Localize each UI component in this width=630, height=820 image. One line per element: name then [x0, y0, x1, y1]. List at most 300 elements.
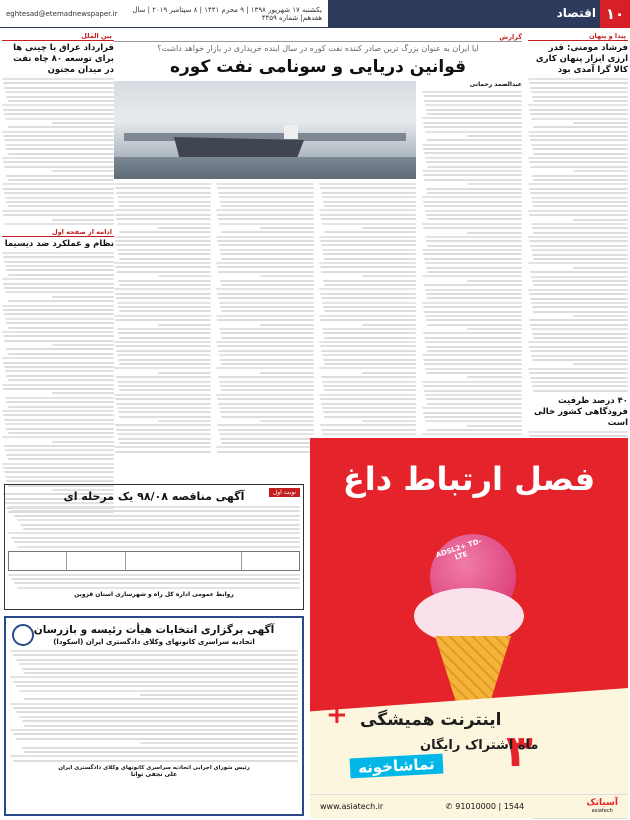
text-line — [467, 232, 522, 234]
tag: گزارش — [499, 32, 522, 41]
text-line — [13, 654, 298, 656]
text-line — [424, 179, 522, 181]
text-line — [218, 192, 313, 194]
text-line — [4, 192, 114, 194]
election-notice — [4, 616, 304, 816]
text-line — [322, 196, 416, 198]
text-line — [2, 463, 114, 465]
text-line — [216, 446, 313, 448]
text-line — [423, 174, 522, 176]
text-line — [8, 327, 114, 329]
text-line — [528, 289, 628, 291]
text-line — [219, 407, 313, 409]
text-line — [362, 420, 416, 422]
dateline: یکشنبه ۱۷ شهریور ۱۳۹۸ | ۹ محرم ۱۴۴۱ | ۸ سپتامبر ۲۰۱۹ | سال هفدهم| شماره ۴۴۵۹ — [132, 5, 322, 22]
text-line — [217, 451, 313, 453]
text-line — [319, 209, 416, 211]
text-line — [217, 345, 313, 347]
text-line — [324, 310, 416, 312]
text-line — [10, 729, 298, 731]
text-line — [426, 214, 522, 216]
text-line — [529, 82, 628, 84]
text-line — [425, 262, 522, 264]
byline: عبدالصمد رحمانی — [469, 81, 522, 88]
text-line — [114, 394, 211, 396]
text-line — [10, 650, 298, 652]
text-line — [422, 196, 522, 198]
headline: قرارداد عراق با چینی ها برای توسعه ۸۰ چاه نفت در میدان مجنون — [13, 43, 114, 75]
text-line — [532, 227, 628, 229]
text-line — [19, 663, 298, 665]
text-line — [4, 445, 114, 447]
text-line — [533, 153, 628, 155]
signature-title: رئیس شورای اجرایی اتحادیه سراسری کانونهای وکلای دادگستری ایران — [58, 764, 250, 771]
text-line — [533, 390, 628, 392]
text-line — [3, 467, 114, 469]
text-line — [158, 324, 212, 326]
text-line — [20, 524, 300, 526]
text-line — [217, 398, 313, 400]
article-column — [422, 81, 522, 455]
text-line — [13, 681, 298, 683]
text-line — [323, 280, 416, 282]
text-line — [530, 271, 628, 273]
text-line — [117, 433, 211, 435]
text-line — [529, 293, 628, 295]
text-line — [529, 240, 628, 242]
text-line — [219, 302, 313, 304]
text-line — [114, 183, 211, 185]
text-line — [320, 345, 416, 347]
text-line — [424, 390, 522, 392]
text-line — [530, 113, 628, 115]
text-line — [52, 392, 114, 394]
text-line — [423, 306, 522, 308]
text-line — [320, 214, 416, 216]
text-line — [424, 416, 522, 418]
text-line — [2, 410, 114, 412]
text-line — [3, 214, 114, 216]
text-line — [425, 104, 522, 106]
text-line — [422, 223, 522, 225]
text-line — [218, 297, 313, 299]
text-line — [528, 78, 628, 80]
page-number: ۱۰ — [600, 0, 630, 28]
text-line — [5, 223, 114, 225]
text-line — [220, 359, 313, 361]
tanker-ship-icon — [174, 137, 304, 157]
text-line — [529, 188, 628, 190]
text-line — [216, 315, 313, 317]
text-line — [529, 319, 628, 321]
text-line — [323, 385, 416, 387]
notice-footer: روابط عمومی اداره کل راه و شهرسازی استان قزوین — [74, 591, 234, 599]
text-line — [467, 280, 522, 282]
text-line — [119, 363, 211, 365]
text-line — [531, 144, 628, 146]
text-line — [4, 419, 114, 421]
text-line — [10, 755, 298, 757]
text-line — [3, 362, 114, 364]
text-line — [528, 183, 628, 185]
text-line — [3, 82, 114, 84]
text-line — [362, 227, 416, 229]
text-line — [467, 183, 522, 185]
main-article — [114, 32, 522, 432]
text-line — [218, 376, 313, 378]
text-line — [13, 760, 298, 762]
text-line — [320, 266, 416, 268]
text-line — [425, 341, 522, 343]
text-line — [533, 311, 628, 313]
text-line — [362, 275, 416, 277]
text-line — [319, 262, 416, 264]
text-line — [221, 363, 313, 365]
text-line — [219, 381, 313, 383]
text-line — [11, 537, 300, 539]
text-line — [532, 333, 628, 335]
table-cell — [66, 552, 124, 570]
text-line — [319, 341, 416, 343]
text-line — [528, 131, 628, 133]
text-line — [530, 298, 628, 300]
text-line — [117, 302, 211, 304]
text-line — [324, 231, 416, 233]
text-line — [422, 302, 522, 304]
text-line — [52, 344, 114, 346]
text-line — [322, 381, 416, 383]
text-line — [5, 197, 114, 199]
text-line — [531, 328, 628, 330]
text-line — [532, 96, 628, 98]
text-line — [423, 412, 522, 414]
text-line — [220, 438, 313, 440]
text-line — [532, 201, 628, 203]
text-line — [2, 183, 114, 185]
text-line — [114, 288, 211, 290]
text-line — [322, 223, 416, 225]
text-line — [118, 438, 211, 440]
text-line — [119, 258, 211, 260]
text-line — [2, 278, 114, 280]
text-line — [216, 394, 313, 396]
text-line — [5, 318, 114, 320]
text-line — [119, 416, 211, 418]
text-line — [427, 350, 522, 352]
text-line — [324, 363, 416, 365]
text-line — [119, 284, 211, 286]
text-line — [117, 407, 211, 409]
text-line — [8, 179, 114, 181]
text-line — [319, 315, 416, 317]
text-line — [427, 403, 522, 405]
text-line — [533, 284, 628, 286]
text-line — [3, 161, 114, 163]
text-line — [4, 471, 114, 473]
text-line — [52, 296, 114, 298]
text-line — [221, 284, 313, 286]
text-line — [467, 425, 522, 427]
text-line — [531, 381, 628, 383]
email[interactable]: eghtesad@etemadnewspaper.ir — [6, 9, 118, 18]
headline: فرشاد مومنی: قدر ارزی ابزار پنهان کاری کالا گرا آمدی بود — [535, 43, 628, 75]
text-line — [531, 355, 628, 357]
text-line — [220, 332, 313, 334]
text-line — [320, 319, 416, 321]
text-line — [533, 337, 628, 339]
text-line — [116, 271, 211, 273]
section-bar: بین الملل — [2, 32, 114, 41]
text-line — [220, 253, 313, 255]
text-line — [319, 394, 416, 396]
website[interactable]: www.asiatech.ir — [320, 802, 384, 811]
text-line — [529, 214, 628, 216]
text-line — [52, 219, 114, 221]
text-line — [323, 253, 416, 255]
text-line — [118, 253, 211, 255]
text-line — [423, 359, 522, 361]
text-line — [118, 306, 211, 308]
text-line — [8, 126, 114, 128]
text-line — [422, 144, 522, 146]
text-line — [423, 253, 522, 255]
text-line — [528, 157, 628, 159]
text-line — [320, 187, 416, 189]
text-line — [533, 179, 628, 181]
text-line — [3, 335, 114, 337]
text-line — [11, 578, 300, 580]
text-line — [3, 414, 114, 416]
text-line — [426, 267, 522, 269]
text-line — [425, 289, 522, 291]
text-line — [423, 227, 522, 229]
text-line — [216, 262, 313, 264]
text-line — [217, 240, 313, 242]
text-line — [22, 720, 298, 722]
text-line — [573, 170, 628, 172]
text-line — [423, 122, 522, 124]
text-line — [260, 420, 314, 422]
text-line — [118, 411, 211, 413]
text-line — [2, 436, 114, 438]
brand-en: asiatech — [591, 807, 613, 814]
text-line — [216, 367, 313, 369]
text-line — [425, 420, 522, 422]
text-line — [221, 442, 313, 444]
section-bar: پیدا و پنهان — [528, 32, 628, 41]
text-line — [8, 153, 114, 155]
text-line — [533, 205, 628, 207]
text-line — [14, 582, 300, 584]
headline: نظام و عملکرد ضد دیسیما — [4, 238, 114, 249]
text-line — [16, 685, 298, 687]
text-line — [6, 269, 114, 271]
text-line — [11, 510, 300, 512]
text-line — [22, 668, 298, 670]
text-line — [322, 302, 416, 304]
text-line — [5, 144, 114, 146]
text-line — [115, 319, 211, 321]
text-line — [532, 280, 628, 282]
text-line — [5, 118, 114, 120]
text-line — [426, 372, 522, 374]
text-line — [260, 227, 314, 229]
text-line — [321, 192, 416, 194]
text-line — [115, 424, 211, 426]
text-line — [5, 476, 114, 478]
text-line — [321, 271, 416, 273]
text-line — [529, 346, 628, 348]
text-line — [321, 376, 416, 378]
text-line — [324, 284, 416, 286]
text-line — [324, 337, 416, 339]
text-line — [4, 166, 114, 168]
text-line — [533, 232, 628, 234]
text-line — [119, 337, 211, 339]
text-line — [529, 109, 628, 111]
text-line — [260, 372, 314, 374]
text-line — [532, 175, 628, 177]
text-line — [115, 266, 211, 268]
text-line — [114, 446, 211, 448]
text-line — [216, 236, 313, 238]
text-line — [320, 424, 416, 426]
text-line — [220, 306, 313, 308]
text-line — [19, 716, 298, 718]
text-line — [422, 117, 522, 119]
text-line — [116, 403, 211, 405]
text-line — [533, 100, 628, 102]
text-line — [217, 214, 313, 216]
text-line — [528, 262, 628, 264]
notice-subtitle: اتحادیه سراسری کانونهای وکلای دادگستری ایران (اسکودا) — [53, 638, 255, 646]
text-line — [6, 175, 114, 177]
text-line — [531, 223, 628, 225]
notice-table — [8, 551, 300, 571]
text-line — [467, 376, 522, 378]
text-line — [118, 359, 211, 361]
text-line — [532, 306, 628, 308]
text-line — [116, 350, 211, 352]
asiatech-ad[interactable] — [310, 438, 628, 818]
page-header — [0, 0, 630, 28]
text-line — [117, 196, 211, 198]
text-line — [220, 411, 313, 413]
emblem-icon — [12, 624, 34, 646]
text-line — [427, 192, 522, 194]
text-line — [324, 389, 416, 391]
text-line — [4, 366, 114, 368]
text-line — [219, 328, 313, 330]
text-line — [13, 733, 298, 735]
text-line — [118, 385, 211, 387]
text-line — [424, 363, 522, 365]
text-line — [323, 201, 416, 203]
text-line — [5, 397, 114, 399]
text-line — [362, 372, 416, 374]
text-line — [17, 587, 300, 589]
section-bar: ادامه از صفحه اول — [2, 228, 114, 237]
text-line — [320, 398, 416, 400]
text-line — [2, 78, 114, 80]
text-line — [6, 96, 114, 98]
text-line — [221, 337, 313, 339]
text-line — [322, 354, 416, 356]
article-body — [528, 78, 628, 392]
text-line — [216, 288, 313, 290]
text-line — [323, 332, 416, 334]
text-line — [4, 139, 114, 141]
text-line — [321, 350, 416, 352]
text-line — [260, 275, 314, 277]
text-line — [422, 354, 522, 356]
table-cell — [125, 552, 241, 570]
text-line — [221, 258, 313, 260]
text-line — [425, 210, 522, 212]
text-line — [117, 381, 211, 383]
text-line — [424, 126, 522, 128]
text-line — [531, 197, 628, 199]
phone[interactable]: 91010000 | 1544 — [455, 802, 525, 811]
text-line — [119, 442, 211, 444]
text-line — [422, 170, 522, 172]
text-line — [424, 258, 522, 260]
text-line — [8, 300, 114, 302]
text-line — [427, 166, 522, 168]
text-line — [2, 305, 114, 307]
text-line — [52, 170, 114, 172]
text-line — [321, 297, 416, 299]
text-line — [158, 227, 212, 229]
text-line — [4, 87, 114, 89]
text-line — [8, 458, 114, 460]
text-line — [158, 420, 212, 422]
text-line — [531, 276, 628, 278]
text-line — [529, 435, 628, 437]
text-line — [117, 328, 211, 330]
text-line — [219, 249, 313, 251]
text-line — [117, 249, 211, 251]
text-line — [158, 372, 212, 374]
text-line — [2, 104, 114, 106]
text-line — [425, 315, 522, 317]
text-line — [425, 394, 522, 396]
header-info — [0, 0, 328, 28]
text-line — [424, 152, 522, 154]
text-line — [422, 381, 522, 383]
text-line — [6, 428, 114, 430]
text-line — [221, 416, 313, 418]
text-line — [530, 87, 628, 89]
ship-bridge — [284, 125, 298, 139]
text-line — [530, 324, 628, 326]
text-line — [427, 245, 522, 247]
text-line — [8, 353, 114, 355]
text-line — [8, 506, 300, 508]
text-line — [2, 357, 114, 359]
text-line — [219, 433, 313, 435]
text-line — [322, 433, 416, 435]
text-line — [114, 315, 211, 317]
text-line — [5, 291, 114, 293]
offer-text: ماه اشتراک رایگان — [420, 738, 539, 753]
text-line — [427, 271, 522, 273]
text-line — [573, 267, 628, 269]
text-line — [221, 205, 313, 207]
text-line — [8, 532, 300, 534]
text-line — [24, 698, 298, 700]
text-line — [115, 187, 211, 189]
